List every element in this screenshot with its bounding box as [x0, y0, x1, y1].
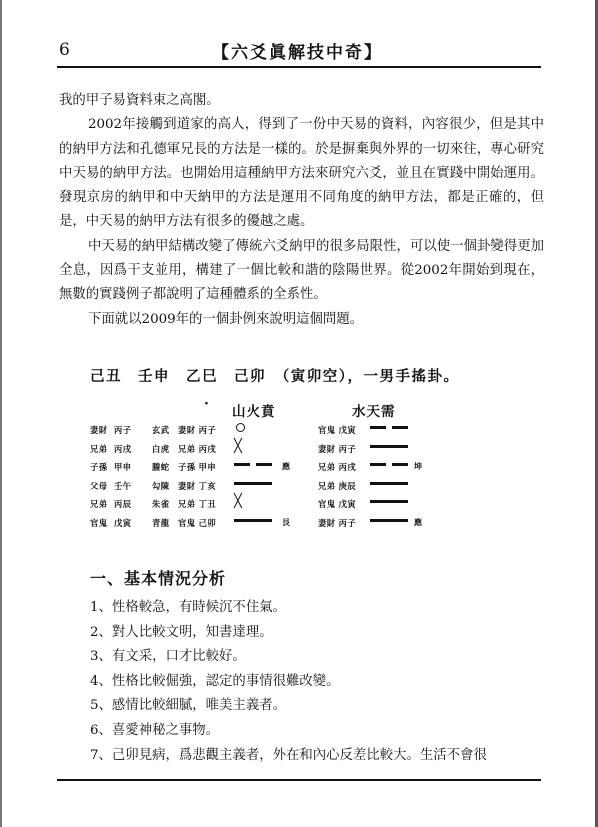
fu-shen: 妻財 丙子	[178, 425, 217, 435]
yin-line-segment	[370, 426, 386, 429]
six-relation: 官鬼	[90, 518, 108, 528]
fu-shen: 兄弟 丁丑	[178, 499, 217, 510]
running-title: 【六爻眞解技中奇】	[212, 43, 383, 63]
changed-line-label: 官鬼 戊寅	[318, 425, 357, 435]
list-item: 4、性格比較倔強，認定的事情很難改變。	[90, 673, 340, 689]
six-relation: 妻財	[90, 425, 108, 435]
footer-rule	[57, 779, 541, 781]
stem-branch: 戊寅	[114, 518, 132, 528]
yin-line-segment	[234, 463, 250, 466]
page-edge-left	[0, 0, 2, 827]
hexagram-date-line: 己丑 壬申 乙巳 己卯 （寅卯空），一男手搖卦。	[90, 368, 460, 385]
fu-shen: 妻財 丁亥	[178, 480, 217, 491]
list-item: 7、己卯見病，爲悲觀主義者，外在和內心反差比較大。生活不會很	[90, 747, 487, 763]
six-beast: 螣蛇	[152, 462, 170, 473]
list-item: 6、喜愛神秘之事物。	[90, 722, 220, 738]
six-beast: 白虎	[152, 443, 170, 454]
six-beast: 青龍	[152, 518, 170, 528]
yin-line-segment	[392, 463, 408, 466]
yang-line	[234, 519, 272, 522]
list-item: 5、感情比較細膩，唯美主義者。	[90, 698, 286, 714]
moving-yang-circle-icon	[236, 423, 245, 432]
moving-yin-cross-icon: ╳	[234, 494, 242, 510]
fu-shen: 子孫 甲申	[178, 462, 217, 473]
changed-line-label: 妻財 丙子	[318, 443, 357, 454]
trait-list	[90, 596, 550, 768]
six-relation: 兄弟	[90, 443, 108, 454]
list-item: 2、對人比較文明，知書達理。	[90, 624, 273, 640]
six-relation: 父母	[90, 480, 108, 491]
yin-line-segment	[256, 463, 272, 466]
yang-line	[370, 519, 408, 522]
changed-line-label: 兄弟 庚辰	[318, 480, 357, 491]
stem-branch: 丙子	[114, 425, 132, 435]
changed-line-label: 妻財 丙子	[318, 518, 357, 528]
hexagram-flag: 坤	[414, 461, 422, 472]
yang-line	[234, 482, 272, 485]
stem-branch: 丙辰	[114, 499, 132, 510]
paragraph: 中天易的納甲結構改變了傳統六爻納甲的很多局限性，可以使一個卦變得更加全息，因爲干支並用，構建了一個比較和諧的陰陽世界。從2002年開始到現在，無數的實踐例子都說明了這種體系的全系性。	[59, 238, 544, 303]
six-relation: 兄弟	[90, 499, 108, 510]
hexagram-dot: ·	[204, 396, 209, 412]
paragraph: 我的甲子易資料束之高閣。	[59, 93, 220, 108]
page-number: 6	[59, 40, 70, 60]
changed-line-label: 兄弟 丙戌	[318, 462, 357, 473]
section-heading: 一、基本情況分析	[90, 569, 227, 588]
stem-branch: 甲申	[114, 462, 132, 473]
header-rule	[57, 66, 541, 68]
yang-line	[370, 445, 408, 448]
six-relation: 子孫	[90, 462, 108, 473]
fu-shen: 官鬼 己卯	[178, 518, 217, 528]
hexagram-flag: 應	[414, 517, 422, 527]
list-item: 1、性格較急，有時候沉不住氣。	[90, 600, 286, 615]
moving-yin-cross-icon: ╳	[234, 438, 242, 454]
six-beast: 朱雀	[152, 499, 170, 510]
hexagram-flag: 艮	[282, 517, 290, 527]
paragraph: 2002年接觸到道家的高人，得到了一份中天易的資料，內容很少，但是其中的納甲方法和孔德軍兄長的方法是一樣的。於是摒棄與外界的一切來往，專心研究中天易的納甲方法。也開始用這種納甲方法來研究六爻，並且在實踐中開始運用。發現京房的納甲和中天納甲的方法是運用不同角度的納甲方法，都是正確的，但是，中天易的納甲方法有很多的優越之處。	[59, 117, 544, 230]
changed-hexagram-name: 水天需	[352, 404, 396, 420]
paragraph: 下面就以2009年的一個卦例來說明這個問題。	[88, 311, 364, 327]
list-item: 3、有文采，口才比較好。	[90, 649, 246, 665]
body-text	[59, 89, 544, 332]
stem-branch: 壬午	[114, 480, 132, 491]
six-beast: 玄武	[152, 425, 170, 435]
yang-line	[370, 500, 408, 503]
yin-line-segment	[370, 463, 386, 466]
yang-line	[370, 482, 408, 485]
stem-branch: 丙戌	[114, 443, 132, 454]
six-beast: 勾陳	[152, 480, 170, 491]
changed-line-label: 官鬼 戊寅	[318, 499, 357, 510]
fu-shen: 兄弟 丙戌	[178, 443, 217, 454]
yin-line-segment	[392, 426, 408, 429]
hexagram-flag: 應	[282, 461, 290, 472]
main-hexagram-name: 山火賁	[232, 404, 276, 420]
